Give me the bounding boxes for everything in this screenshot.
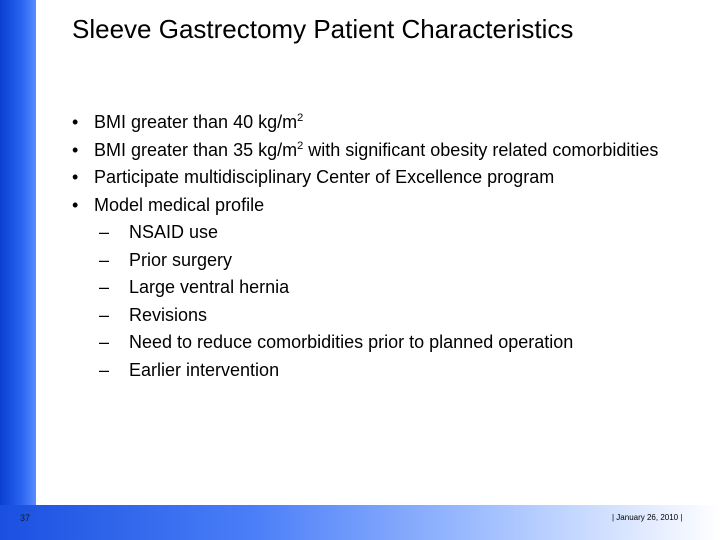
sub-bullet-item	[72, 302, 692, 330]
slide-title: Sleeve Gastrectomy Patient Characteristics	[72, 14, 574, 44]
sub-bullet-text: Prior surgery	[129, 249, 233, 270]
sub-bullet-text: Need to reduce comorbidities prior to planned operation	[129, 332, 574, 352]
bullet-marker: •	[72, 139, 79, 160]
bullet-marker: •	[72, 112, 79, 132]
bullet-marker: •	[72, 167, 79, 187]
bullet-text	[94, 109, 692, 137]
bullet-item	[72, 137, 692, 165]
sub-bullet-text: NSAID use	[129, 222, 219, 242]
bullet-item	[72, 192, 692, 220]
slide-number: 37	[20, 513, 31, 523]
bullet-text-main: BMI greater than 40 kg/m	[94, 112, 298, 132]
bullet-text: Participate multidisciplinary Center of Excellence program	[94, 167, 555, 187]
dash-marker: –	[99, 277, 110, 297]
sub-bullet-item	[72, 357, 692, 385]
bullet-text-rest: with significant obesity related comorbidities	[303, 139, 659, 160]
bullet-text: Model medical profile	[94, 194, 265, 215]
left-accent-bar	[0, 0, 36, 540]
bullet-item	[72, 164, 692, 192]
bullet-text	[94, 137, 692, 165]
bullet-list	[72, 109, 692, 384]
bullet-item	[72, 109, 692, 137]
superscript: 2	[297, 139, 304, 152]
footer-date: | January 26, 2010 |	[612, 513, 683, 522]
bottom-accent-bar	[0, 505, 720, 540]
sub-bullet-item	[72, 219, 692, 247]
bullet-text-main: BMI greater than 35 kg/m	[94, 139, 298, 160]
dash-marker: –	[99, 304, 110, 325]
dash-marker: –	[99, 332, 110, 352]
sub-bullet-text: Large ventral hernia	[129, 277, 290, 297]
dash-marker: –	[99, 249, 110, 270]
dash-marker: –	[99, 222, 110, 242]
dash-marker: –	[99, 359, 110, 380]
sub-bullet-text: Earlier intervention	[129, 359, 280, 380]
sub-bullet-item	[72, 329, 692, 357]
sub-bullet-text: Revisions	[129, 304, 208, 325]
sub-bullet-item	[72, 247, 692, 275]
bullet-marker: •	[72, 194, 79, 215]
superscript: 2	[297, 112, 304, 124]
sub-bullet-item	[72, 274, 692, 302]
